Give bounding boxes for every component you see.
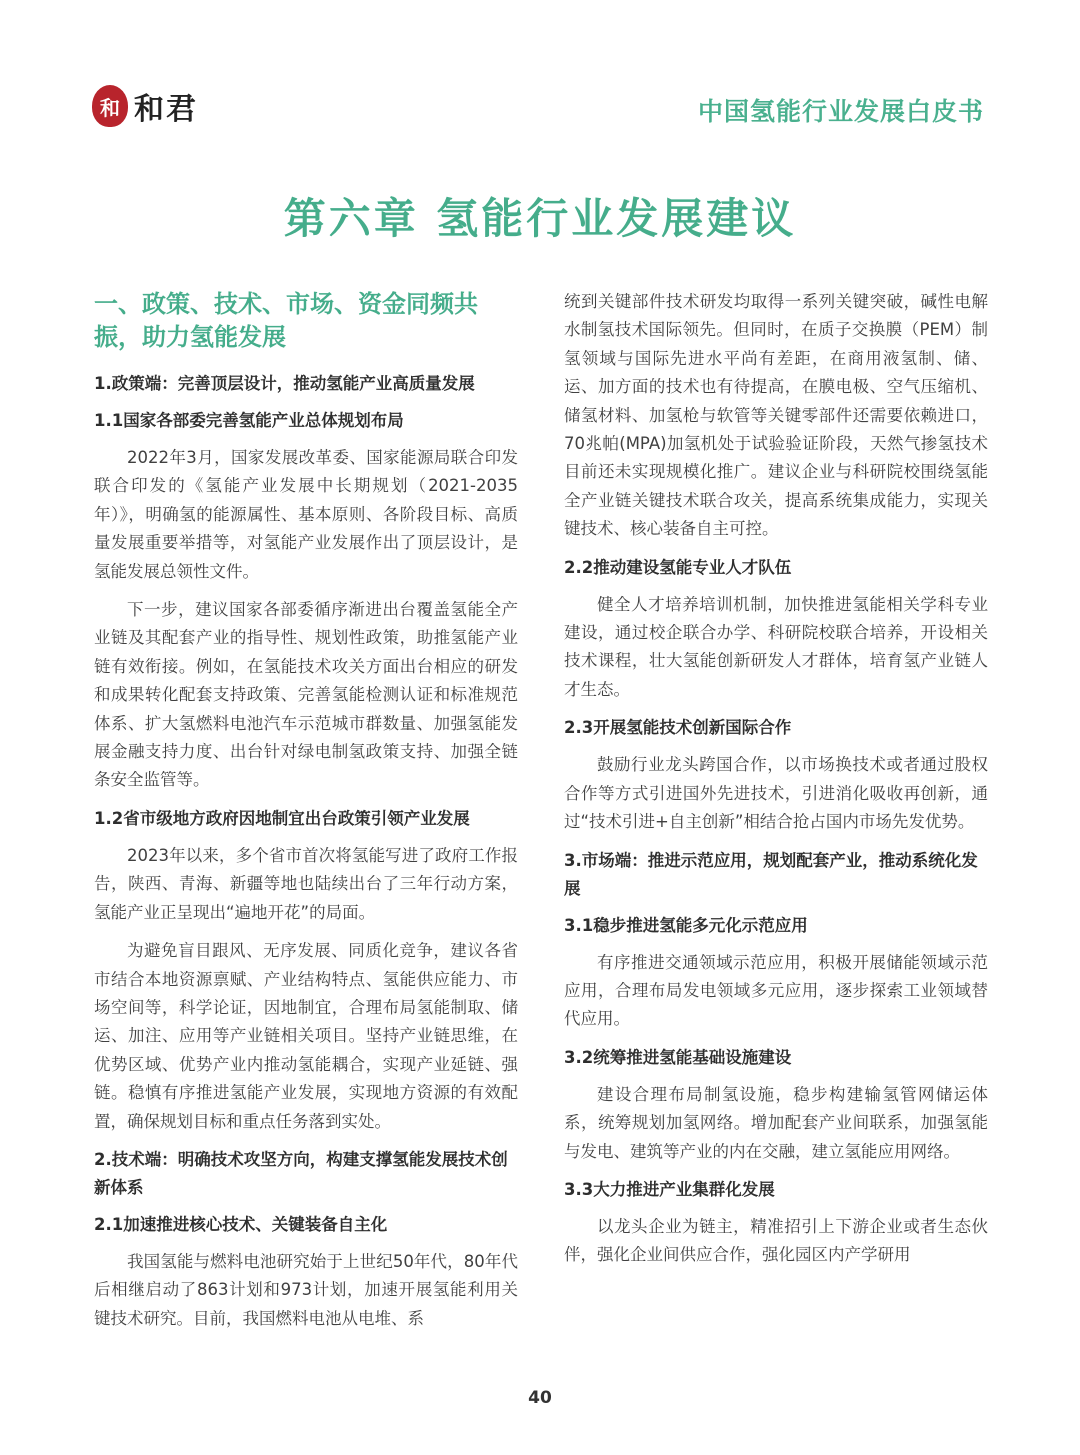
paragraph: 健全人才培养培训机制，加快推进氢能相关学科专业建设，通过校企联合办学、科研院校联合培养，开设相关技术课程，壮大氢能创新研发人才群体，培育氢产业链人才生态。 — [564, 594, 988, 699]
paragraph: 为避免盲目跟风、无序发展、同质化竞争，建议各省市结合本地资源禀赋、产业结构特点、氢能供应能力、市场空间等，科学论证，因地制宜，合理布局氢能制取、储运、加注、应用等产业链相关项目。坚持产业链思维，在优势区域、优势产业内推动氢能耦合，实现产业延链、强链。稳慎有序推进氢能产业发展，实现地方资源的有效配置，确保规划目标和重点任务落到实处。 — [94, 941, 518, 1131]
paragraph: 以龙头企业为链主，精准招引上下游企业或者生态伙伴，强化企业间供应合作，强化园区内产学研用 — [564, 1216, 988, 1265]
paragraph: 我国氢能与燃料电池研究始于上世纪50年代，80年代后相继启动了863计划和973计划，加速开展氢能利用关键技术研究。目前，我国燃料电池从电堆、系 — [94, 1251, 518, 1328]
heading-2-1: 2.1加速推进核心技术、关键装备自主化 — [94, 1214, 388, 1234]
heading-1-2: 1.2省市级地方政府因地制宜出台政策引领产业发展 — [94, 808, 470, 828]
paragraph-continued: 统到关键部件技术研发均取得一系列关键突破，碱性电解水制氢技术国际领先。但同时，在质子交换膜（PEM）制氢领域与国际先进水平尚有差距，在商用液氢制、储、运、加方面的技术也有待提高，在膜电极、空气压缩机、储氢材料、加氢枪与软管等关键零部件还需要依赖进口，70兆帕(MPA)加氢机处于试验验证阶段，天然气掺氢技术目前还未实现规模化推广。建议企业与科研院校围绕氢能全产业链关键技术联合攻关，提高系统集成能力，实现关键技术、核心装备自主可控。 — [564, 292, 988, 539]
page-number: 40 — [528, 1388, 552, 1408]
paragraph: 鼓励行业龙头跨国合作，以市场换技术或者通过股权合作等方式引进国外先进技术，引进消化吸收再创新，通过“技术引进+自主创新”相结合抢占国内市场先发优势。 — [564, 755, 988, 832]
heading-3-2: 3.2统筹推进氢能基础设施建设 — [564, 1047, 792, 1067]
heading-3-3: 3.3大力推进产业集群化发展 — [564, 1179, 775, 1199]
document-title: 中国氢能行业发展白皮书 — [697, 97, 984, 126]
page-header — [0, 0, 1080, 150]
brand-logo — [92, 84, 198, 128]
heading-3-1: 3.1稳步推进氢能多元化示范应用 — [564, 915, 808, 935]
heading-3: 3.市场端：推进示范应用，规划配套产业，推动系统化发展 — [564, 850, 978, 898]
paragraph: 下一步，建议国家各部委循序渐进出台覆盖氢能全产业链及其配套产业的指导性、规划性政策，助推氢能产业链有效衔接。例如，在氢能技术攻关方面出台相应的研发和成果转化配套支持政策、完善氢能检测认证和标准规范体系、扩大氢燃料电池汽车示范城市群数量、加强氢能发展金融支持力度、出台针对绿电制氢政策支持、加强全链条安全监管等。 — [94, 600, 518, 790]
logo-text: 和君 — [134, 92, 198, 127]
heading-1: 1.政策端：完善顶层设计，推动氢能产业高质量发展 — [94, 374, 475, 393]
chapter-title: 第六章 氢能行业发展建议 — [283, 194, 797, 243]
heading-2-3: 2.3开展氢能技术创新国际合作 — [564, 718, 792, 738]
section-title: 一、政策、技术、市场、资金同频共振，助力氢能发展 — [94, 290, 478, 351]
right-column — [564, 288, 988, 1280]
left-column — [94, 288, 518, 1343]
paragraph: 2023年以来，多个省市首次将氢能写进了政府工作报告，陕西、青海、新疆等地也陆续出台了三年行动方案，氢能产业正呈现出“遍地开花”的局面。 — [94, 845, 518, 922]
heading-1-1: 1.1国家各部委完善氢能产业总体规划布局 — [94, 411, 404, 430]
paragraph: 2022年3月，国家发展改革委、国家能源局联合印发联合印发的《氢能产业发展中长期规划（2021-2035年）》，明确氢的能源属性、基本原则、各阶段目标、高质量发展重要举措等，对氢能产业发展作出了顶层设计，是氢能发展总领性文件。 — [94, 448, 518, 581]
paragraph: 有序推进交通领域示范应用，积极开展储能领域示范应用，合理布局发电领域多元应用，逐步探索工业领域替代应用。 — [564, 952, 988, 1029]
paragraph: 建设合理布局制氢设施，稳步构建输氢管网储运体系，统筹规划加氢网络。增加配套产业间联系，加强氢能与发电、建筑等产业的内在交融，建立氢能应用网络。 — [564, 1084, 988, 1161]
heading-2: 2.技术端：明确技术攻坚方向，构建支撑氢能发展技术创新体系 — [94, 1149, 508, 1197]
heading-2-2: 2.2推动建设氢能专业人才队伍 — [564, 557, 792, 577]
logo-seal-icon: 和 — [92, 85, 128, 127]
